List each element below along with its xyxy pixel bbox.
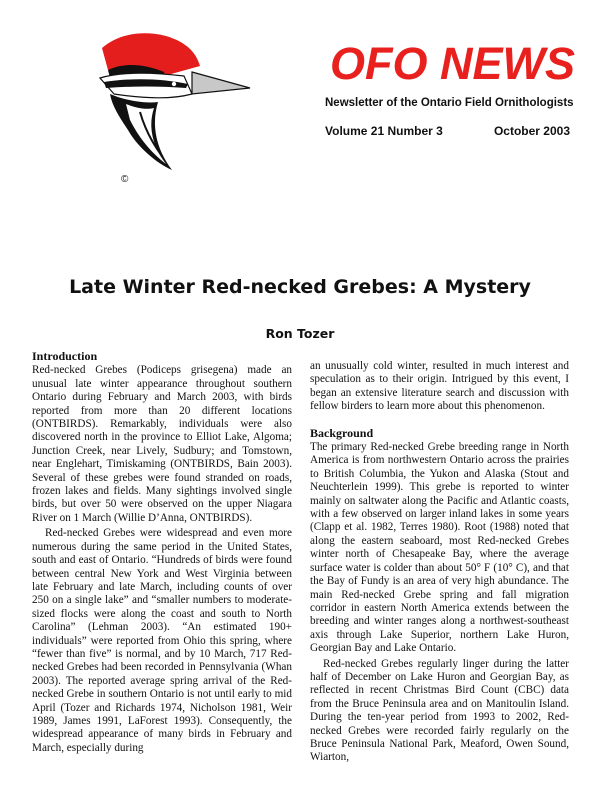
issue-date: October 2003 bbox=[493, 124, 570, 138]
article-title: Late Winter Red-necked Grebes: A Mystery bbox=[69, 276, 531, 298]
woodpecker-logo bbox=[80, 26, 255, 196]
copyright-symbol: © bbox=[121, 174, 129, 185]
article-author: Ron Tozer bbox=[265, 326, 335, 341]
paragraph: an unusually cold winter, resulted in much interest and speculation as to their origin. Intrigued by this event, I began an extensive literature search and discussion with fellow birders to learn more about this phenomenon. bbox=[310, 360, 569, 413]
paragraph: Red-necked Grebes (Podiceps grisegena) made an unusual late winter appearance throughout southern Ontario during February and March 2003, with birds reported from more than 20 different locations (ONTBIRDS). Remarkably, individuals were also discovered north in the province to Elliot Lake, Algoma; Junction Creek, near Lively, Sudbury; and Tomstown, near Englehart, Timiskaming (ONTBIRDS, Bain 2003). Several of these grebes were found stranded on roads, frozen lakes and fields. Many sightings involved single birds, but over 50 were observed on the upper Niagara River on 1 March (Willie D’Anna, ONTBIRDS). bbox=[32, 364, 292, 524]
section-heading-introduction: Introduction bbox=[32, 349, 98, 363]
woodpecker-beak bbox=[192, 72, 250, 94]
right-column bbox=[310, 360, 569, 765]
paragraph: Red-necked Grebes were widespread and even more numerous during the same period in the United States, south and east of Ontario. “Hundreds of birds were found between central New York and West Virginia between late February and late March, including counts of over 250 on a single lake” and “smaller numbers to moderate-sized flocks were along the coast and south to North Carolina” (Lehman 2003). “An estimated 190+ individuals” were reported from Ohio this spring, where “fewer than five” is normal, and by 10 March, 717 Red-necked Grebes had been recorded in Pennsylvania (Whan 2003). The reported average spring arrival of the Red-necked Grebe in southern Ontario is not until early to mid April (Tozer and Richards 1974, Nicholson 1981, Weir 1989, James 1991, LaForest 1993). Consequently, the widespread appearance of many birds in February and March, especially during bbox=[32, 527, 292, 754]
newsletter-subtitle: Newsletter of the Ontario Field Ornithologists bbox=[325, 97, 574, 109]
paragraph: The primary Red-necked Grebe breeding range in North America is from northwestern Ontario across the prairies to British Columbia, the Yukon and Alaska (Stout and Neuchterlein 1999). This grebe is reported to winter mainly on saltwater along the Pacific and Atlantic coasts, with a few observed on larger inland lakes in some years (Clapp et al. 1982, Terres 1980). Root (1988) noted that along the eastern seaboard, most Red-necked Grebes winter north of Chesapeake Bay, where the average surface water is colder than about 50° F (10° C), and that the Bay of Fundy is an area of very high abundance. The main Red-necked Grebe spring and fall migration corridor in eastern North America extends between the breeding and winter ranges along a northwest-southeast axis through Lake Superior, northern Lake Huron, Georgian Bay and Lake Ontario. bbox=[310, 441, 569, 655]
section-heading-background: Background bbox=[310, 425, 374, 440]
paragraph: Red-necked Grebes regularly linger during the latter half of December on Lake Huron and Georgian Bay, as reflected in recent Christmas Bird Count (CBC) data from the Bruce Peninsula area and on Manitoulin Island. During the ten-year period from 1993 to 2002, Red-necked Grebes were recorded fairly regularly on the Bruce Peninsula National Park, Meaford, Owen Sound, Wiarton, bbox=[310, 657, 569, 764]
newsletter-title: OFO NEWS bbox=[330, 38, 575, 89]
left-column bbox=[32, 350, 292, 755]
volume-number: Volume 21 Number 3 bbox=[325, 124, 443, 138]
